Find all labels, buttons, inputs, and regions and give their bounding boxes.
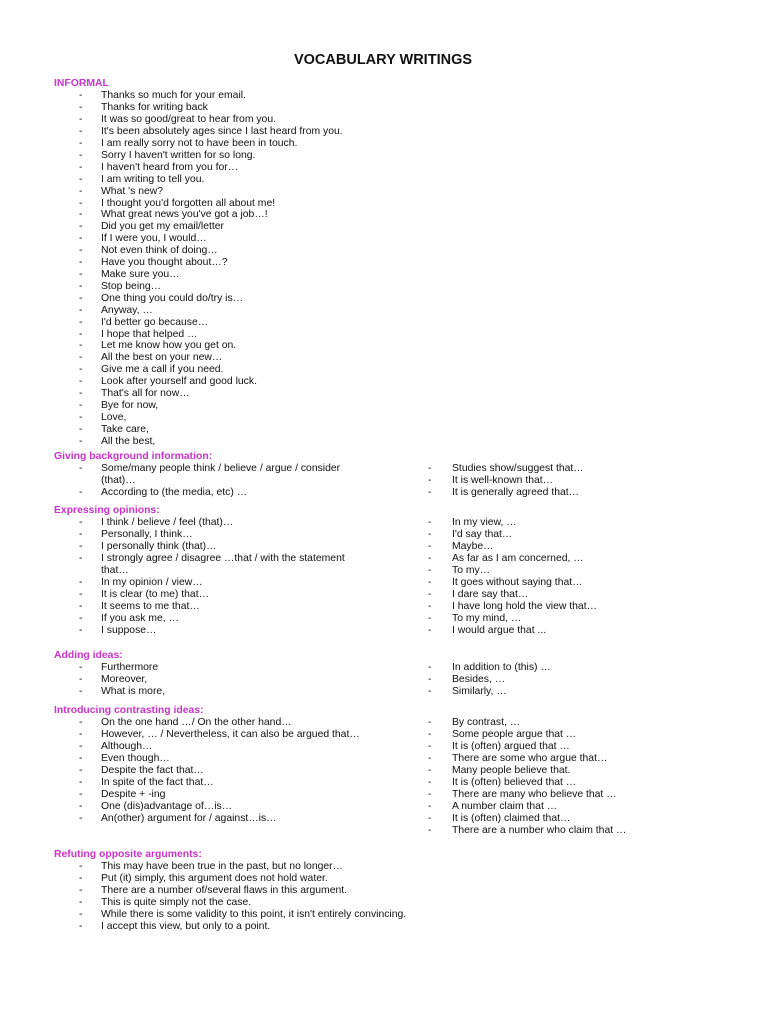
list-item [0, 376, 768, 388]
list-item-text: - According to (the media, etc) … [101, 487, 248, 499]
list-item [374, 625, 768, 637]
list-item [0, 102, 768, 114]
list-item [374, 729, 768, 741]
list-item [0, 90, 768, 102]
list-item-text: - Despite + -ing [101, 788, 166, 800]
list-item [0, 317, 768, 329]
list-item [0, 813, 374, 825]
list-item-text: It is (often) believed that … [452, 776, 577, 788]
list-item-text: I would argue that ... [452, 624, 547, 636]
list-item-text: I thought you'd forgotten all about me! [101, 197, 276, 209]
list-item [374, 553, 768, 565]
informal-list [0, 90, 768, 447]
section-adding [0, 650, 768, 698]
list-item-text: To my mind, … [452, 612, 522, 624]
adding-list-right [374, 662, 768, 698]
list-item [0, 541, 374, 553]
list-item [374, 541, 768, 553]
list-item [374, 777, 768, 789]
list-item [0, 765, 374, 777]
list-item [374, 825, 768, 837]
list-item [0, 873, 768, 885]
list-item-text: - I suppose… [101, 624, 157, 636]
list-item [374, 529, 768, 541]
list-item [0, 233, 768, 245]
section-contrasting [0, 705, 768, 836]
list-item [374, 517, 768, 529]
list-item [0, 424, 768, 436]
list-item [0, 625, 374, 637]
list-item [0, 577, 374, 589]
list-item-text: - In my opinion / view… [101, 576, 203, 588]
list-item [0, 138, 768, 150]
list-item-text: I hope that helped … [101, 328, 198, 340]
list-item-text: - I personally think (that)… [101, 541, 217, 553]
background-list-right [374, 463, 768, 499]
list-item-text: There are a number of/several flaws in this argument. [101, 885, 348, 897]
list-item-text: All the best on your new… [101, 352, 223, 364]
list-item [374, 613, 768, 625]
list-item-text: I am really sorry not to have been in touch. [101, 138, 298, 150]
section-heading-contrasting: Introducing contrasting ideas: [54, 705, 204, 716]
list-item [374, 577, 768, 589]
list-item [0, 150, 768, 162]
list-item-text: By contrast, … [452, 717, 521, 729]
list-item-text: - It is clear (to me) that… [101, 588, 209, 600]
list-item [0, 269, 768, 281]
list-item-text: It is (often) argued that … [452, 741, 570, 753]
list-item-text: - On the one hand …/ On the other hand… [101, 717, 292, 729]
list-item-text: Let me know how you get on. [101, 340, 237, 352]
list-item-text: What great news you've got a job…! [101, 209, 268, 221]
list-item [0, 662, 374, 674]
list-item-text: Anyway, … [101, 304, 153, 316]
list-item [0, 388, 768, 400]
section-informal [0, 78, 768, 448]
section-background [0, 451, 768, 499]
list-item [0, 174, 768, 186]
list-item-text: - It seems to me that… [101, 600, 200, 612]
list-item [0, 553, 374, 577]
list-item-text: - I strongly agree / disagree …that / with the statement that… [101, 553, 345, 577]
list-item [374, 801, 768, 813]
list-item [0, 753, 374, 765]
list-item-text: All the best, [101, 435, 156, 447]
list-item-text: Bye for now, [101, 399, 159, 411]
list-item-text: Make sure you… [101, 268, 180, 280]
list-item-text: It is well-known that… [452, 475, 554, 487]
list-item-text: Thanks for writing back [101, 102, 208, 114]
list-item [374, 765, 768, 777]
list-item [0, 897, 768, 909]
list-item [0, 412, 768, 424]
list-item [0, 789, 374, 801]
page-title: VOCABULARY WRITINGS [293, 52, 473, 68]
list-item [0, 400, 768, 412]
list-item-text: Besides, … [452, 674, 506, 686]
list-item-text: One thing you could do/try is… [101, 292, 244, 304]
list-item-text: To my… [452, 565, 491, 577]
list-item [374, 717, 768, 729]
list-item-text: Maybe… [452, 541, 494, 553]
contrasting-list-left [0, 717, 374, 824]
list-item-text: Put (it) simply, this argument does not hold water. [101, 873, 328, 885]
list-item [0, 589, 374, 601]
list-item [0, 729, 374, 741]
list-item-text: I have long hold the view that… [452, 600, 597, 612]
list-item-text: In my view, … [452, 517, 517, 529]
list-item-text: - However, … / Nevertheless, it can also be argued that… [101, 729, 360, 741]
list-item [374, 487, 768, 499]
list-item-text: There are some who argue that… [452, 753, 608, 765]
list-item-text: - Despite the fact that… [101, 765, 204, 777]
list-item-text: Stop being… [101, 280, 162, 292]
list-item-text: Sorry I haven't written for so long. [101, 149, 256, 161]
list-item-text: I accept this view, but only to a point. [101, 920, 271, 932]
list-item-text: What 's new? [101, 185, 164, 197]
list-item-text: This may have been true in the past, but no longer… [101, 861, 344, 873]
list-item-text: While there is some validity to this point, it isn't entirely convincing. [101, 909, 407, 921]
list-item-text: This is quite simply not the case. [101, 897, 252, 909]
list-item-text: - If you ask me, … [101, 612, 179, 624]
list-item-text: Love, [101, 411, 127, 423]
list-item [0, 281, 768, 293]
section-refuting [0, 849, 768, 933]
list-item-text: I'd say that… [452, 529, 513, 541]
list-item-text: - An(other) argument for / against…is… [101, 812, 277, 824]
section-heading-background: Giving background information: [54, 451, 213, 462]
list-item [374, 813, 768, 825]
opinions-list-left [0, 517, 374, 636]
list-item [0, 293, 768, 305]
contrasting-list-right [374, 717, 768, 836]
list-item-text: It's been absolutely ages since I last heard from you. [101, 126, 343, 138]
section-heading-informal: INFORMAL [54, 78, 109, 89]
opinions-list-right [374, 517, 768, 636]
list-item-text: - Some/many people think / believe / argue / consider (that)… [101, 463, 341, 487]
list-item-text: There are many who believe that … [452, 788, 617, 800]
list-item-text: A number claim that … [452, 800, 558, 812]
list-item [0, 221, 768, 233]
section-heading-adding: Adding ideas: [54, 650, 123, 661]
section-heading-opinions: Expressing opinions: [54, 505, 160, 516]
list-item [0, 352, 768, 364]
list-item [374, 674, 768, 686]
list-item [0, 186, 768, 198]
list-item [0, 257, 768, 269]
list-item-text: If I were you, I would… [101, 233, 207, 245]
list-item [374, 463, 768, 475]
list-item-text: Some people argue that … [452, 729, 577, 741]
list-item [0, 340, 768, 352]
list-item-text: It is generally agreed that… [452, 487, 580, 499]
list-item [0, 741, 374, 753]
list-item-text: Studies show/suggest that… [452, 463, 584, 475]
list-item [0, 777, 374, 789]
list-item-text: I am writing to tell you. [101, 173, 205, 185]
list-item-text: - What is more, [101, 686, 166, 698]
list-item-text: Take care, [101, 423, 149, 435]
adding-list-left [0, 662, 374, 698]
list-item [0, 885, 768, 897]
refuting-list [0, 861, 768, 932]
list-item [0, 529, 374, 541]
list-item-text: - I think / believe / feel (that)… [101, 517, 234, 529]
list-item-text: I dare say that… [452, 588, 529, 600]
list-item [374, 589, 768, 601]
list-item [374, 686, 768, 698]
list-item-text: As far as I am concerned, … [452, 553, 584, 565]
list-item [0, 162, 768, 174]
list-item [374, 753, 768, 765]
list-item [0, 126, 768, 138]
list-item [0, 487, 374, 499]
list-item-text: It was so good/great to hear from you. [101, 114, 277, 126]
list-item [0, 717, 374, 729]
list-item-text: It goes without saying that… [452, 576, 583, 588]
list-item-text: Give me a call if you need. [101, 364, 224, 376]
section-opinions [0, 505, 768, 636]
list-item-text: In addition to (this) … [452, 662, 551, 674]
list-item [0, 114, 768, 126]
list-item-text: Not even think of doing… [101, 245, 218, 257]
list-item [0, 909, 768, 921]
list-item [0, 801, 374, 813]
list-item [0, 245, 768, 257]
list-item [374, 741, 768, 753]
list-item-text: There are a number who claim that … [452, 824, 627, 836]
section-heading-refuting: Refuting opposite arguments: [54, 849, 202, 860]
list-item [0, 921, 768, 933]
list-item [0, 329, 768, 341]
list-item-text: Have you thought about…? [101, 257, 228, 269]
list-item-text: - Personally, I think… [101, 529, 193, 541]
list-item-text: It is (often) claimed that… [452, 812, 571, 824]
list-item [374, 789, 768, 801]
list-item [0, 686, 374, 698]
list-item [0, 861, 768, 873]
list-item-text: I'd better go because… [101, 316, 209, 328]
list-item [374, 565, 768, 577]
list-item-text: - In spite of the fact that… [101, 776, 214, 788]
list-item [0, 674, 374, 686]
list-item [0, 517, 374, 529]
list-item-text: I haven't heard from you for… [101, 161, 239, 173]
list-item [0, 364, 768, 376]
list-item [374, 662, 768, 674]
background-list-left [0, 463, 374, 499]
list-item [0, 436, 768, 448]
list-item [0, 601, 374, 613]
list-item-text: - Moreover, [101, 674, 148, 686]
list-item-text: That's all for now… [101, 388, 190, 400]
list-item-text: Thanks so much for your email. [101, 90, 246, 102]
list-item-text: Similarly, … [452, 686, 507, 698]
list-item [0, 209, 768, 221]
list-item [0, 305, 768, 317]
list-item [374, 601, 768, 613]
list-item-text: Look after yourself and good luck. [101, 376, 257, 388]
list-item-text: - Even though… [101, 753, 170, 765]
list-item [374, 475, 768, 487]
list-item-text: - Although… [101, 741, 153, 753]
list-item [0, 198, 768, 210]
list-item [0, 463, 374, 487]
list-item-text: Did you get my email/letter [101, 221, 225, 233]
list-item [0, 613, 374, 625]
list-item-text: - One (dis)advantage of…is… [101, 800, 233, 812]
list-item-text: - Furthermore [101, 662, 159, 674]
list-item-text: Many people believe that. [452, 765, 571, 777]
